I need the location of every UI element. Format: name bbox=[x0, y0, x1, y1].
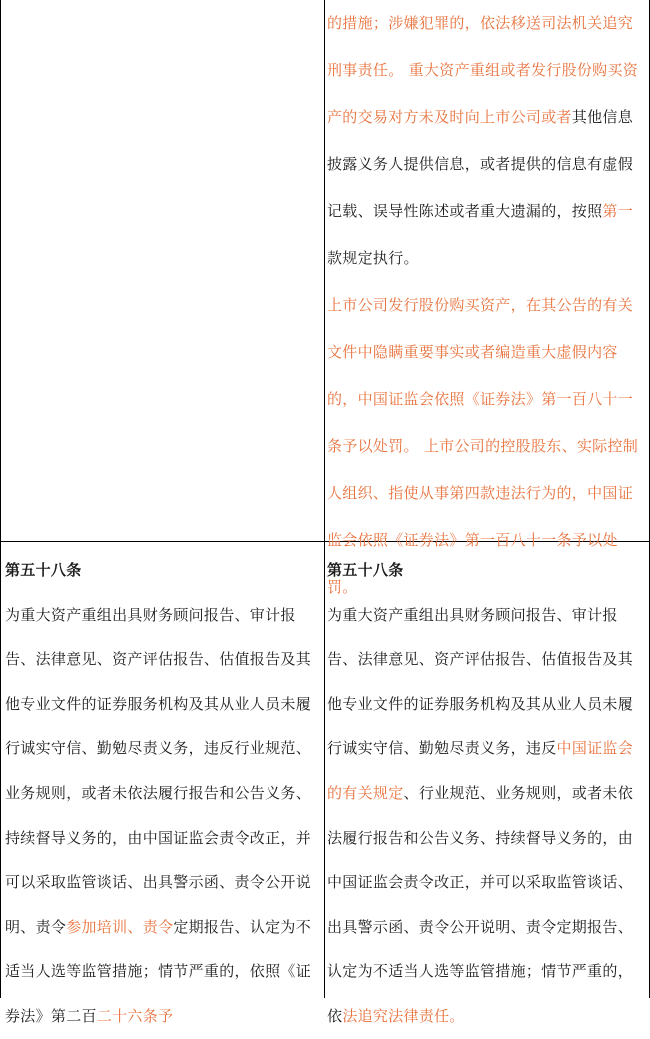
paragraph bbox=[1, 593, 324, 1039]
table-cell-right bbox=[325, 542, 649, 1025]
text-run-highlighted: 第一 bbox=[602, 202, 634, 220]
paragraph bbox=[325, 0, 649, 282]
table-cell-left-empty bbox=[1, 0, 325, 541]
paragraph bbox=[325, 593, 649, 1039]
article-heading: 第五十八条 bbox=[5, 561, 82, 579]
table-row bbox=[1, 542, 649, 1025]
table-cell-left bbox=[1, 542, 325, 1025]
article-heading: 第五十八条 bbox=[327, 561, 404, 579]
text-run-highlighted: 二十六条予 bbox=[96, 1006, 174, 1025]
text-run-highlighted: 上市公司发行股份购买资产，在其公告的有关文件中隐瞒重要事实或者编造重大虚假内容的，中国证监会依照《证券法》第一百八十一条予以处罚。 上市公司的控股股东、实际控制人组织、指使从事第四款违法行为的，中国证监会依照《证券法》第一百八十一条予以处罚。 bbox=[327, 296, 639, 596]
text-run: 其他信息披露义务人提供信息，或者提供的信息有虚假记载、误导性陈述或者重大遗漏的，按照 bbox=[327, 108, 634, 220]
text-run: 定期报告、认定为不适当人选等监管措施；情节严重的，依照《证券法》第二百 bbox=[5, 917, 312, 1025]
text-run-highlighted: 的措施；涉嫌犯罪的，依法移送司法机关追究刑事责任。 重大资产重组或者发行股份购买资产的交易对方未及时向上市公司或者 bbox=[327, 14, 639, 126]
text-run-highlighted: 法追究法律责任。 bbox=[342, 1006, 465, 1025]
text-run-highlighted: 参加培训、责令 bbox=[66, 917, 174, 936]
text-run: 为重大资产重组出具财务顾问报告、审计报告、法律意见、资产评估报告、估值报告及其他专业文件的证券服务机构及其从业人员未履行诚实守信、勤勉尽责义务，违反行业规范、业务规则，或者未依法履行报告和公告义务、持续督导义务的，由中国证监会责令改正，并可以采取监管谈话、出具警示函、责令公开说明、责令 bbox=[5, 605, 312, 936]
text-run-highlighted: 中国证监会的有关规定 bbox=[327, 739, 634, 802]
text-run: 为重大资产重组出具财务顾问报告、审计报告、法律意见、资产评估报告、估值报告及其他专业文件的证券服务机构及其从业人员未履行诚实守信、勤勉尽责义务，违反 bbox=[327, 605, 634, 758]
text-run: 款规定执行。 bbox=[327, 249, 419, 267]
text-run: 、行业规范、业务规则，或者未依法履行报告和公告义务、持续督导义务的，由中国证监会责令改正，并可以采取监管谈话、出具警示函、责令公开说明、责令定期报告、认定为不适当人选等监管措施；情节严重的，依 bbox=[327, 783, 634, 1025]
